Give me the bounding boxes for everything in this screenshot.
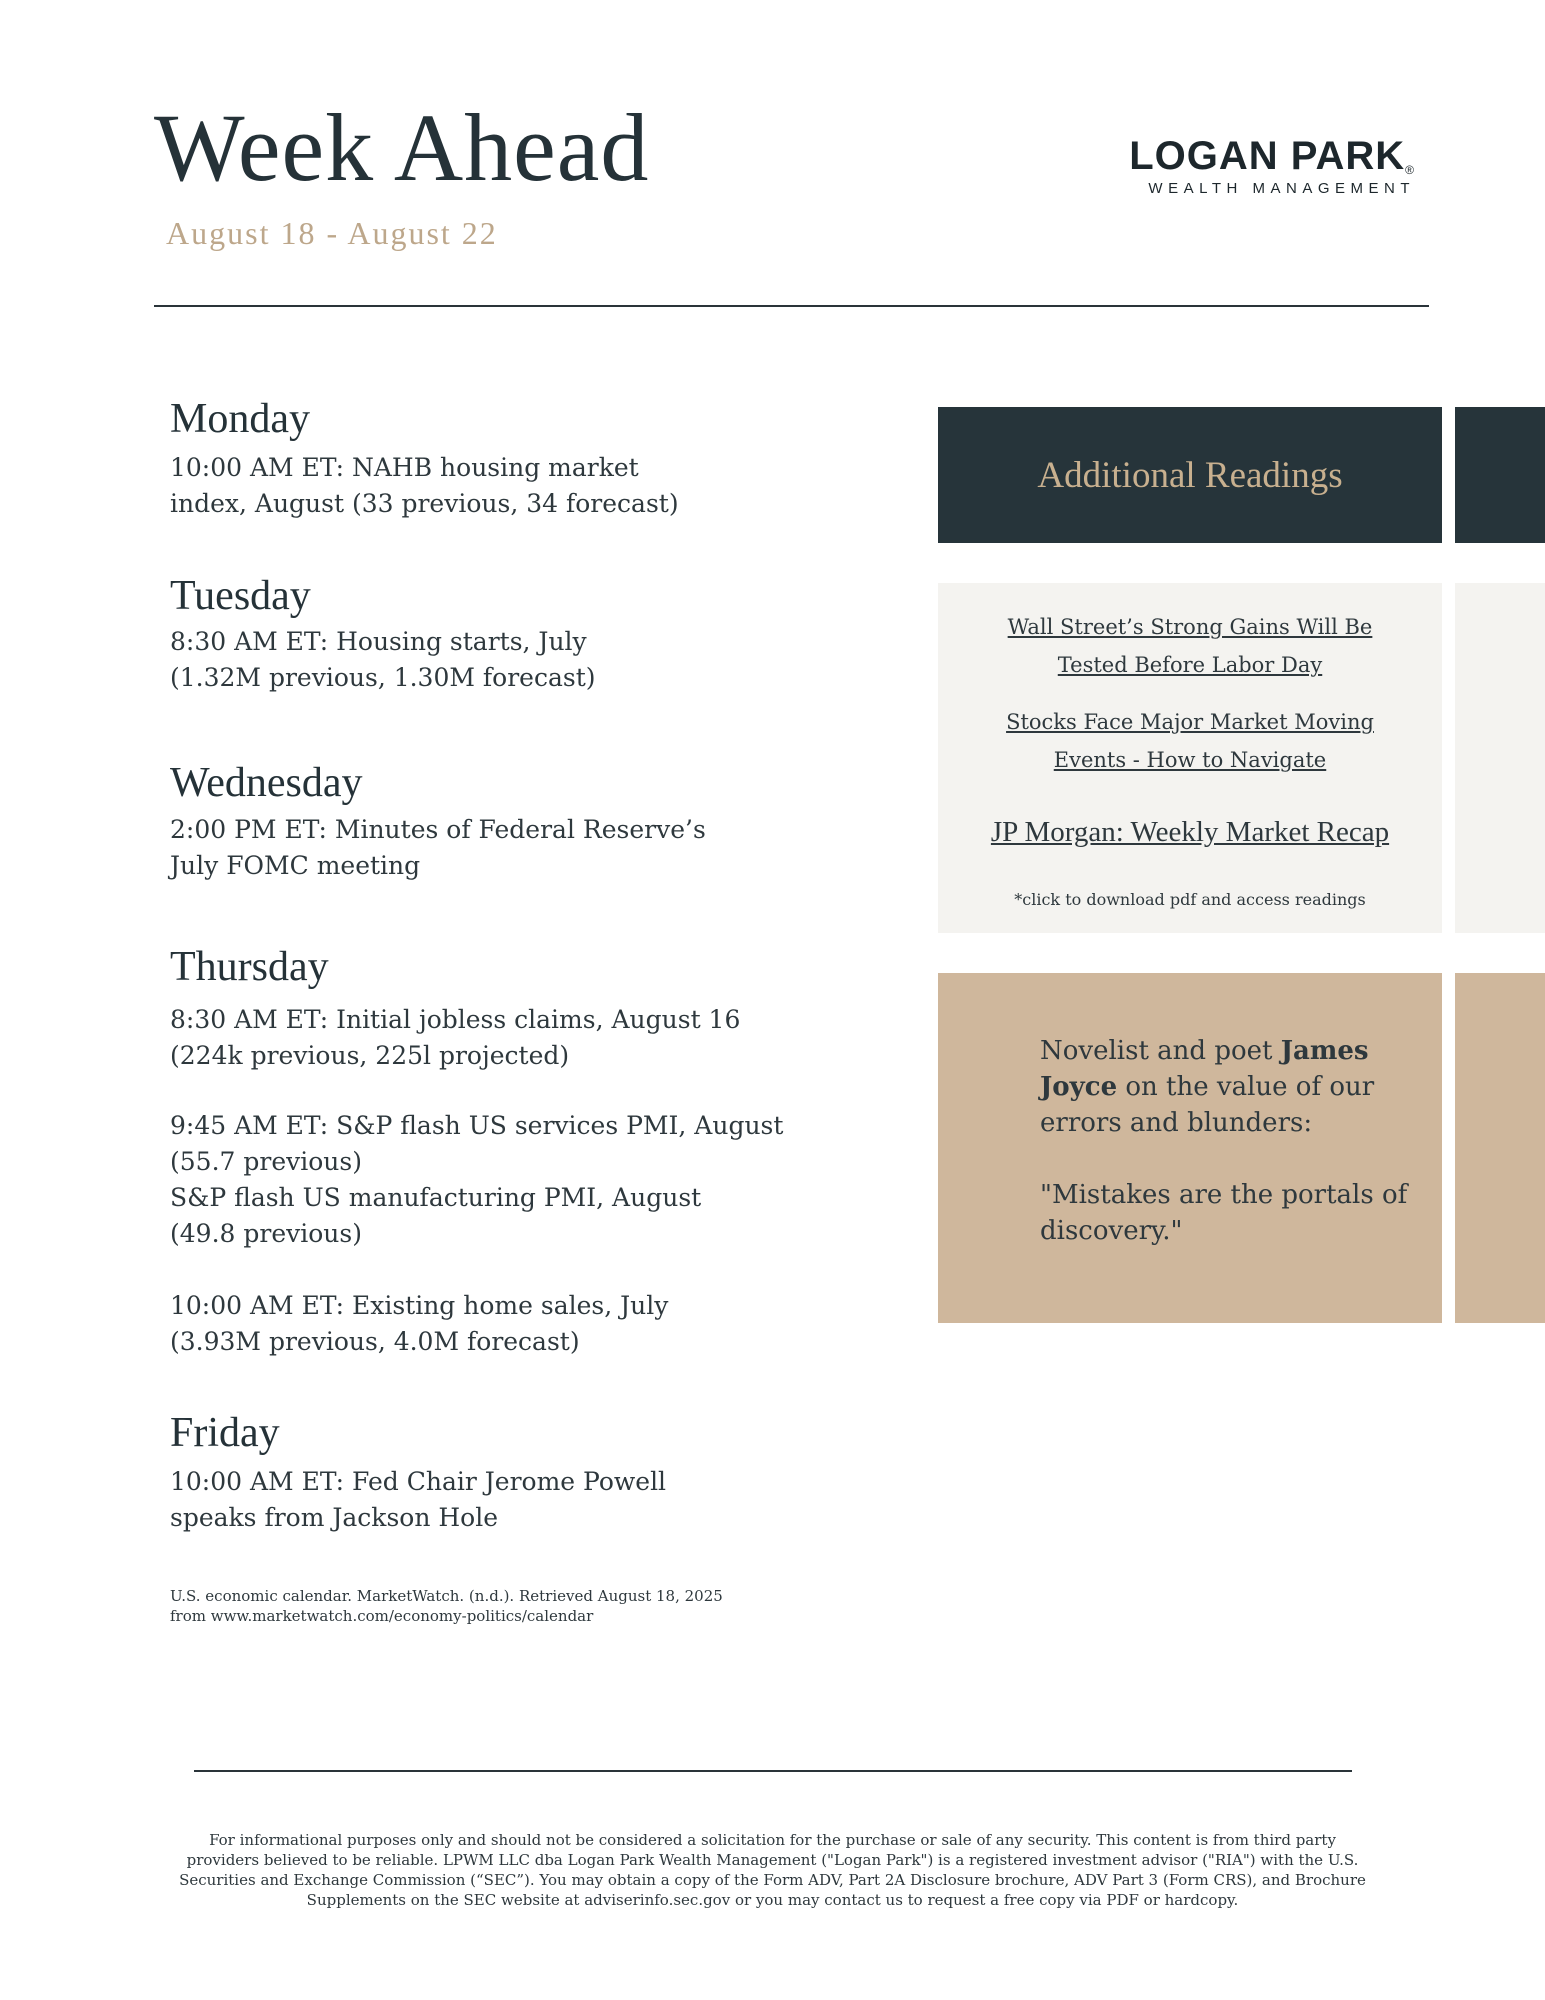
reading-link-jp-morgan[interactable]: JP Morgan: Weekly Market Recap: [990, 816, 1390, 848]
readings-links-panel-edge: [1455, 583, 1545, 933]
disclaimer-line: providers believed to be reliable. LPWM LLC dba Logan Park Wealth Management ("Logan Park") is a registered investment advisor ("RIA") with the U.S.: [186, 1851, 1359, 1869]
event-line: 8:30 AM ET: Initial jobless claims, August 16: [170, 1005, 741, 1034]
disclaimer-line: For informational purposes only and should not be considered a solicitation for the purchase or sale of any security. This content is from third party: [209, 1831, 1336, 1849]
event-line: July FOMC meeting: [170, 851, 421, 880]
logo-subtitle: WEALTH MANAGEMENT: [1148, 180, 1415, 197]
event-line: 10:00 AM ET: NAHB housing market: [170, 453, 639, 482]
day-heading-monday: Monday: [170, 396, 310, 442]
disclaimer-line: Securities and Exchange Commission (“SEC”). You may obtain a copy of the Form ADV, Part 2A Disclosure brochure, ADV Part 3 (Form CRS), and Brochure: [179, 1871, 1366, 1889]
event-monday: [170, 450, 810, 522]
event-tuesday: [170, 624, 810, 696]
event-line: (3.93M previous, 4.0M forecast): [170, 1327, 580, 1356]
event-line: (49.8 previous): [170, 1219, 362, 1248]
event-line: 10:00 AM ET: Existing home sales, July: [170, 1291, 669, 1320]
readings-note: *click to download pdf and access readings: [1014, 890, 1366, 909]
event-line: 9:45 AM ET: S&P flash US services PMI, August: [170, 1111, 784, 1140]
event-thursday-claims: [170, 1002, 810, 1074]
quote-author: James Joyce: [1040, 1036, 1369, 1102]
event-line: (1.32M previous, 1.30M forecast): [170, 663, 596, 692]
event-line: 8:30 AM ET: Housing starts, July: [170, 627, 587, 656]
registered-mark: ®: [1405, 163, 1415, 177]
day-heading-wednesday: Wednesday: [170, 760, 363, 806]
day-heading-tuesday: Tuesday: [170, 573, 311, 619]
event-wednesday: [170, 812, 810, 884]
event-line: 2:00 PM ET: Minutes of Federal Reserve’s: [170, 815, 706, 844]
disclaimer: [130, 1830, 1415, 1910]
day-heading-thursday: Thursday: [170, 944, 329, 990]
reading-link-labor-day[interactable]: Wall Street’s Strong Gains Will Be Tested Before Labor Day: [1007, 615, 1373, 677]
date-range: August 18 - August 22: [166, 215, 498, 251]
event-line: (224k previous, 225l projected): [170, 1041, 570, 1070]
logo-wordmark: LOGAN PARK®: [1129, 134, 1415, 178]
disclaimer-line: Supplements on the SEC website at adviserinfo.sec.gov or you may contact us to request a free copy via PDF or hardcopy.: [306, 1891, 1239, 1909]
event-line: S&P flash US manufacturing PMI, August: [170, 1183, 702, 1212]
event-line: index, August (33 previous, 34 forecast): [170, 489, 679, 518]
logo: [1110, 136, 1415, 197]
readings-title: Additional Readings: [1037, 454, 1343, 496]
page-title: Week Ahead: [154, 94, 650, 201]
quote-intro: Novelist and poet James Joyce on the value of our errors and blunders:: [1040, 1036, 1375, 1138]
readings-header-panel-edge: [1455, 407, 1545, 543]
source-line: U.S. economic calendar. MarketWatch. (n.d.). Retrieved August 18, 2025: [170, 1587, 723, 1605]
event-thursday-home-sales: [170, 1288, 810, 1360]
event-line: speaks from Jackson Hole: [170, 1503, 499, 1532]
source-line: from www.marketwatch.com/economy-politics/calendar: [170, 1607, 594, 1625]
footer-divider: [194, 1770, 1352, 1772]
reading-link-market-events[interactable]: Stocks Face Major Market Moving Events - How to Navigate: [1006, 710, 1374, 772]
event-line: 10:00 AM ET: Fed Chair Jerome Powell: [170, 1467, 667, 1496]
event-thursday-pmi: [170, 1108, 810, 1252]
quote-text: "Mistakes are the portals of discovery.": [1040, 1180, 1408, 1246]
day-heading-friday: Friday: [170, 1410, 280, 1456]
source-citation: [170, 1586, 790, 1626]
event-line: (55.7 previous): [170, 1147, 362, 1176]
header-divider: [154, 305, 1429, 307]
event-friday: [170, 1464, 810, 1536]
quote-panel-edge: [1455, 973, 1545, 1323]
quote-block: [1040, 1033, 1420, 1249]
